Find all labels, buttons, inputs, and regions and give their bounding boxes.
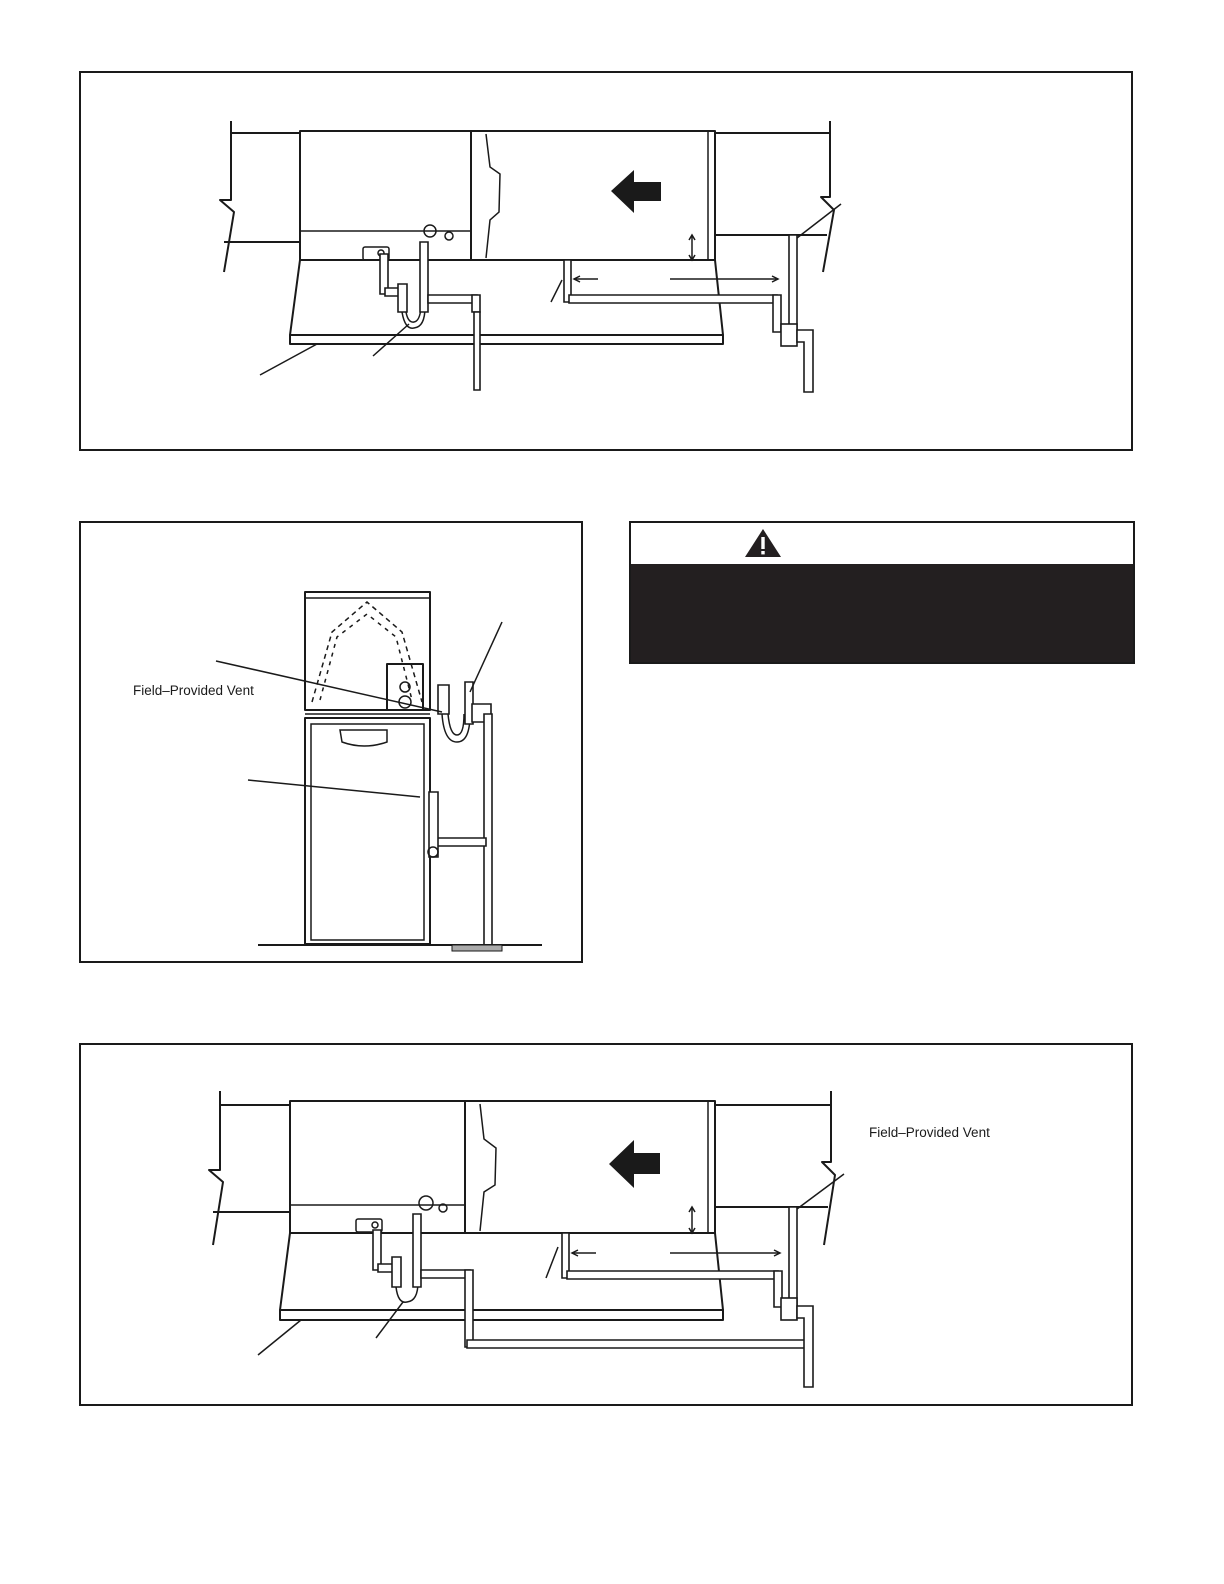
coil-cabinet [465, 1101, 715, 1233]
furnace-cabinet [305, 718, 430, 944]
left-duct-break-line [209, 1091, 223, 1245]
right-duct-break-line [821, 121, 834, 272]
furnace-cabinet [290, 1101, 465, 1233]
figure-horizontal-drain-top [79, 71, 1133, 451]
airflow-arrow-icon [609, 1140, 660, 1188]
warning-box [629, 521, 1135, 664]
right-duct-break-line [822, 1091, 835, 1245]
coil-cabinet [471, 131, 715, 260]
left-duct-break-line [220, 121, 234, 272]
warning-triangle-icon [743, 527, 783, 559]
airflow-arrow-icon [611, 170, 661, 213]
horizontal-unit-extended-illustration [81, 1045, 1135, 1408]
warning-body [631, 564, 1133, 662]
furnace-cabinet [300, 131, 471, 260]
platform [290, 335, 723, 344]
horizontal-unit-illustration [81, 73, 1135, 453]
field-provided-vent-label: Field–Provided Vent [133, 683, 254, 698]
field-provided-vent-label: Field–Provided Vent [869, 1125, 990, 1140]
figure-upflow-drain [79, 521, 583, 963]
figure-horizontal-drain-bottom [79, 1043, 1133, 1406]
platform [280, 1310, 723, 1320]
upflow-unit-illustration [81, 523, 585, 965]
coil-casing [305, 592, 430, 710]
warning-header [631, 523, 1133, 564]
